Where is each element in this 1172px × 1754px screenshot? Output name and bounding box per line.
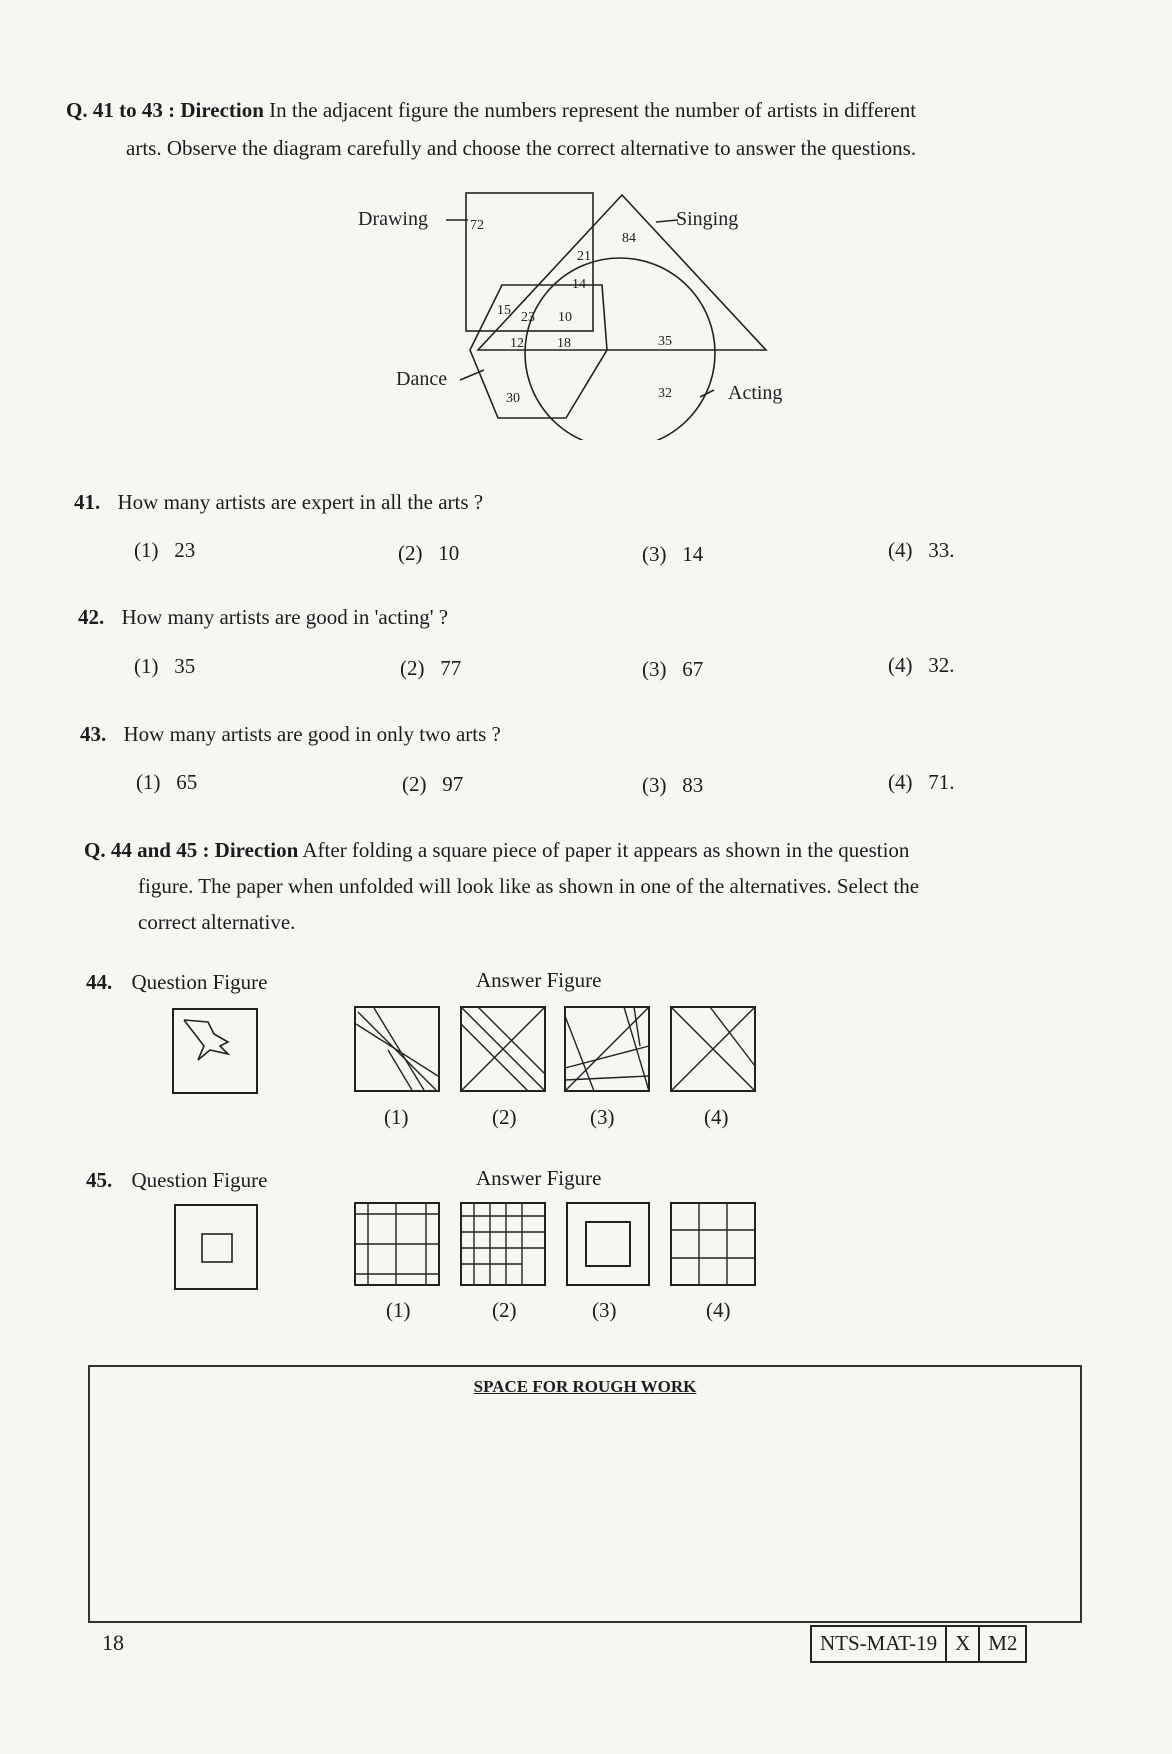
q44-option-3-figure[interactable]	[564, 1006, 650, 1092]
q45-option-1-figure[interactable]	[354, 1202, 440, 1286]
question-41	[74, 490, 483, 515]
direction-label: Q. 44 and 45 : Direction	[84, 838, 299, 862]
q44-option-4-figure[interactable]	[670, 1006, 756, 1092]
venn-value: 84	[622, 231, 636, 246]
paper-code	[810, 1625, 1027, 1663]
singing-label: Singing	[676, 208, 739, 230]
venn-value: 35	[658, 334, 672, 349]
q45-option-label: (4)	[706, 1298, 731, 1322]
q44-option-1-figure[interactable]	[354, 1006, 440, 1092]
q45-option-label: (2)	[492, 1298, 517, 1322]
q44-option-label: (1)	[384, 1105, 409, 1129]
direction-41-43-line2: arts. Observe the diagram carefully and choose the correct alternative to answer the questions.	[126, 136, 917, 160]
paper-code-name: NTS-MAT-19	[812, 1627, 947, 1661]
rough-work-box	[88, 1365, 1082, 1623]
direction-text: After folding a square piece of paper it appears as shown in the question	[302, 838, 910, 862]
q45-option-4-figure[interactable]	[670, 1202, 756, 1286]
option[interactable]: (2) 77	[400, 656, 462, 680]
venn-value: 14	[572, 277, 586, 292]
venn-value: 30	[506, 391, 520, 406]
q44-option-label: (4)	[704, 1105, 729, 1129]
q44-option-2-figure[interactable]	[460, 1006, 546, 1092]
option[interactable]: (1) 23	[134, 538, 196, 562]
q45-option-label: (3)	[592, 1298, 617, 1322]
page-number: 18	[102, 1630, 124, 1655]
q44-option-label: (3)	[590, 1105, 615, 1129]
question-43	[80, 722, 501, 747]
direction-41-43	[66, 92, 1086, 128]
question-42	[78, 605, 448, 630]
paper-code-medium: M2	[988, 1631, 1018, 1655]
direction-44-45	[84, 832, 1084, 868]
paper-code-set: X	[947, 1627, 980, 1661]
q45-option-2-figure[interactable]	[460, 1202, 546, 1286]
acting-circle	[525, 258, 715, 440]
question-text: How many artists are expert in all the arts ?	[117, 490, 484, 514]
venn-value: 32	[658, 386, 672, 401]
venn-value: 12	[510, 336, 524, 351]
q44-question-figure	[172, 1008, 258, 1094]
direction-text: In the adjacent figure the numbers represent the number of artists in different	[269, 98, 917, 122]
option[interactable]: (4) 33.	[888, 538, 955, 562]
direction-label: Q. 41 to 43 : Direction	[66, 98, 264, 122]
acting-label: Acting	[728, 382, 783, 404]
question-text: How many artists are good in 'acting' ?	[121, 605, 449, 629]
option[interactable]: (3) 67	[642, 657, 704, 681]
venn-value: 23	[521, 310, 535, 325]
question-number: 43.	[80, 722, 107, 746]
question-number: 41.	[74, 490, 101, 514]
venn-value: 72	[470, 218, 484, 233]
question-45	[86, 1168, 267, 1193]
option[interactable]: (4) 32.	[888, 653, 955, 677]
question-44	[86, 970, 267, 995]
dance-label: Dance	[396, 368, 448, 390]
option[interactable]: (2) 97	[402, 772, 464, 796]
question-number: 45.	[86, 1168, 113, 1192]
question-number: 44.	[86, 970, 113, 994]
option[interactable]: (1) 35	[134, 654, 196, 678]
drawing-label: Drawing	[358, 208, 428, 230]
question-figure-label: Question Figure	[131, 970, 268, 994]
venn-value: 18	[557, 336, 571, 351]
direction-44-45-line2: figure. The paper when unfolded will look like as shown in one of the alternatives. Select the	[138, 874, 920, 898]
q45-option-3-figure[interactable]	[566, 1202, 650, 1286]
question-figure-label: Question Figure	[131, 1168, 268, 1192]
question-text: How many artists are good in only two arts ?	[123, 722, 501, 746]
answer-figure-label: Answer Figure	[476, 968, 602, 992]
answer-figure-label: Answer Figure	[476, 1166, 602, 1190]
option[interactable]: (1) 65	[136, 770, 198, 794]
question-number: 42.	[78, 605, 105, 629]
option[interactable]: (4) 71.	[888, 770, 955, 794]
rough-work-title: SPACE FOR ROUGH WORK	[473, 1377, 697, 1396]
option[interactable]: (3) 83	[642, 773, 704, 797]
direction-44-45-line3: correct alternative.	[138, 910, 296, 934]
option[interactable]: (2) 10	[398, 541, 460, 565]
venn-value: 21	[577, 249, 591, 264]
venn-value: 10	[558, 310, 572, 325]
q44-option-label: (2)	[492, 1105, 517, 1129]
option[interactable]: (3) 14	[642, 542, 704, 566]
singing-pointer	[656, 220, 678, 222]
venn-diagram	[350, 185, 820, 440]
q45-option-label: (1)	[386, 1298, 411, 1322]
q45-question-figure	[174, 1204, 258, 1290]
venn-value: 15	[497, 303, 511, 318]
